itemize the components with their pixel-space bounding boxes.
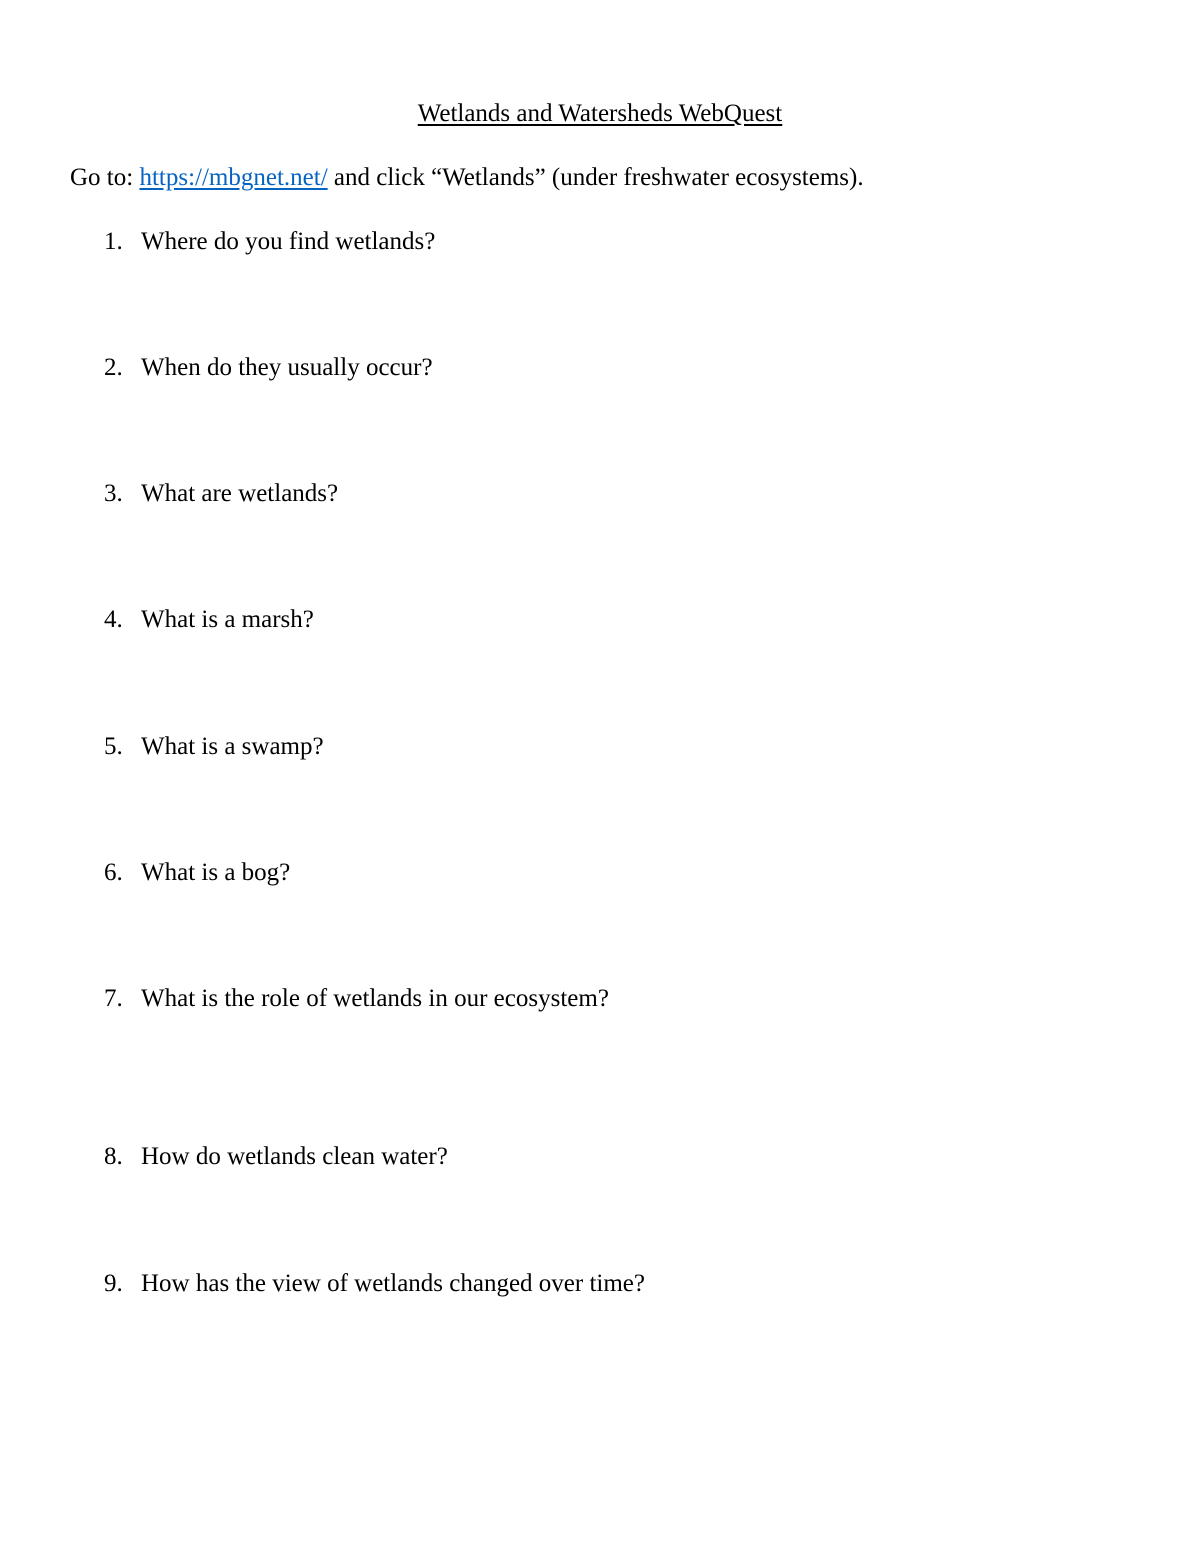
- mbgnet-link[interactable]: https://mbgnet.net/: [139, 164, 328, 191]
- question-number: 1.: [104, 228, 123, 255]
- question-text: What are wetlands?: [141, 480, 339, 507]
- question-9: [104, 1268, 645, 1300]
- question-text: What is a bog?: [141, 859, 291, 886]
- question-number: 7.: [104, 985, 123, 1012]
- intro-instruction: [70, 162, 864, 194]
- question-text: How has the view of wetlands changed over time?: [141, 1270, 646, 1297]
- question-text: What is a marsh?: [141, 606, 314, 633]
- question-5: [104, 731, 324, 763]
- question-text: How do wetlands clean water?: [141, 1143, 448, 1170]
- question-8: [104, 1141, 448, 1173]
- question-number: 8.: [104, 1143, 123, 1170]
- question-3: [104, 478, 338, 510]
- question-number: 9.: [104, 1270, 123, 1297]
- intro-prefix: Go to:: [70, 164, 140, 191]
- question-number: 5.: [104, 733, 123, 760]
- document-title: Wetlands and Watersheds WebQuest: [417, 100, 783, 127]
- question-4: [104, 604, 314, 636]
- question-7: [104, 983, 609, 1015]
- question-number: 2.: [104, 354, 123, 381]
- question-text: Where do you find wetlands?: [141, 228, 436, 255]
- question-text: When do they usually occur?: [141, 354, 433, 381]
- intro-suffix: and click “Wetlands” (under freshwater ecosystems).: [327, 164, 864, 191]
- question-6: [104, 857, 290, 889]
- question-number: 3.: [104, 480, 123, 507]
- question-number: 6.: [104, 859, 123, 886]
- question-text: What is the role of wetlands in our ecosystem?: [141, 985, 609, 1012]
- question-2: [104, 352, 433, 384]
- question-1: [104, 226, 435, 258]
- question-text: What is a swamp?: [141, 733, 324, 760]
- question-number: 4.: [104, 606, 123, 633]
